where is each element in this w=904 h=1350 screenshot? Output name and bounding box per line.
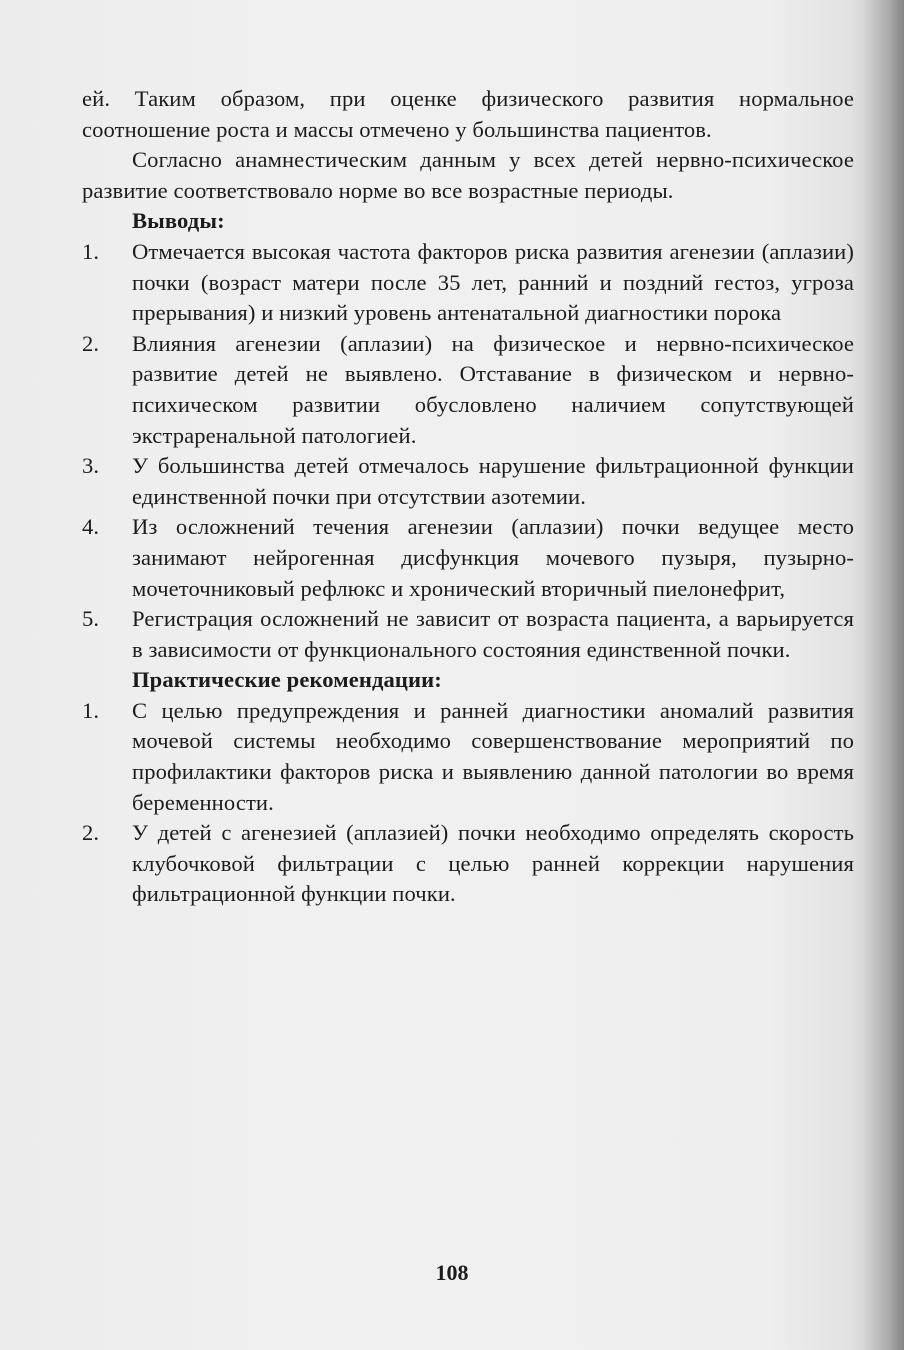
item-number: 1. [82, 238, 100, 264]
item-number: 4. [82, 514, 100, 540]
item-number: 3. [82, 453, 100, 479]
conclusions-list [82, 237, 854, 665]
page-content [82, 84, 854, 910]
item-text: У большинства детей отмечалось нарушение фильтрационной функции единственной почки при отсутствии азотемии. [132, 453, 854, 509]
page-edge-shadow [862, 0, 904, 1350]
development-paragraph: Согласно анамнестическим данным у всех детей нервно-психическое развитие соответствовало норме во все возрастные периоды. [82, 147, 854, 203]
conclusion-item [82, 329, 854, 451]
recommendation-item [82, 818, 854, 910]
item-number: 1. [82, 697, 100, 723]
intro-paragraph: ей. Таким образом, при оценке физического развития нормальное соотношение роста и массы отмечено у большинства пациентов. [82, 86, 854, 142]
item-text: Из осложнений течения агенезии (аплазии) почки ведущее место занимают нейрогенная дисфункция мочевого пузыря, пузырно-мочеточниковый рефлюкс и хронический вторичный пиелонефрит, [132, 514, 854, 601]
conclusion-item [82, 237, 854, 329]
page-number: 108 [435, 1260, 469, 1285]
item-text: Регистрация осложнений не зависит от возраста пациента, а варьируется в зависимости от функционального состояния единственной почки. [132, 606, 854, 662]
recommendations-heading: Практические рекомендации: [132, 667, 442, 693]
item-text: Влияния агенезии (аплазии) на физическое и нервно-психическое развитие детей не выявлено. Отставание в физическом и нервно-психическом развитии обусловлено наличием сопутствующей экстраренальной патологией. [132, 330, 854, 448]
item-number: 2. [82, 820, 100, 846]
item-number: 5. [82, 606, 100, 632]
conclusions-heading: Выводы: [132, 208, 225, 234]
item-text: У детей с агенезией (аплазией) почки необходимо определять скорость клубочковой фильтрации с целью ранней коррекции нарушения фильтрационной функции почки. [132, 820, 854, 907]
conclusion-item [82, 604, 854, 665]
conclusion-item [82, 451, 854, 512]
conclusion-item [82, 512, 854, 604]
recommendation-item [82, 696, 854, 818]
item-text: Отмечается высокая частота факторов риска развития агенезии (аплазии) почки (возраст матери после 35 лет, ранний и поздний гестоз, угроза прерывания) и низкий уровень антенатальной диагностики порока [132, 238, 854, 326]
item-number: 2. [82, 330, 100, 356]
item-text: С целью предупреждения и ранней диагностики аномалий развития мочевой системы необходимо совершенствование мероприятий по профилактики факторов риска и выявлению данной патологии во время беременности. [132, 697, 854, 815]
recommendations-list [82, 696, 854, 910]
